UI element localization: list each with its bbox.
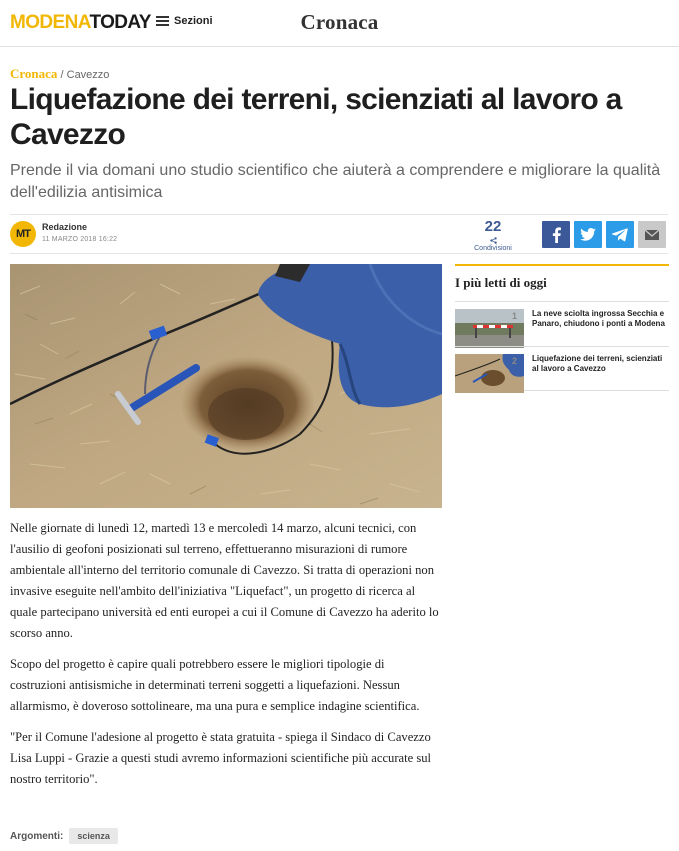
most-read-item-title[interactable]: La neve sciolta ingrossa Secchia e Panaro, chiudono i ponti a Modena	[532, 309, 665, 328]
site-logo[interactable]: MODENATODAY	[10, 12, 151, 33]
facebook-icon	[552, 227, 561, 243]
article-tags	[10, 828, 118, 844]
most-read-rank: 2	[512, 356, 518, 366]
telegram-icon	[612, 228, 628, 242]
most-read-item[interactable]	[455, 301, 669, 346]
most-read-item-title[interactable]: Liquefazione dei terreni, scienziati al lavoro a Cavezzo	[532, 354, 663, 373]
article-body	[10, 518, 442, 800]
author-avatar: MT	[10, 221, 36, 247]
share-label: Condivisioni	[474, 245, 512, 252]
twitter-share-button[interactable]	[574, 221, 602, 248]
article-title: Liquefazione dei terreni, scienziati al lavoro a Cavezzo	[10, 83, 622, 151]
twitter-icon	[580, 228, 596, 241]
share-count: 22	[484, 218, 502, 235]
paragraph-2: Scopo del progetto è capire quali potrebbero essere le migliori tipologie di costruzioni antisismiche in determinati terreni soggetti a liquefazioni. Nessun allarmismo, è doveroso sottolineare, ma una pura e semplice indagine scientifica.	[10, 657, 420, 713]
article-meta	[10, 214, 668, 254]
email-share-button[interactable]	[638, 221, 666, 248]
telegram-share-button[interactable]	[606, 221, 634, 248]
article-subtitle: Prende il via domani uno studio scientifico che aiuterà a comprendere e migliorare la qualità dell'edilizia antisimica	[10, 162, 661, 201]
top-bar	[0, 0, 679, 47]
sections-menu-label: Sezioni	[174, 15, 213, 27]
share-counter	[470, 218, 516, 252]
mail-icon	[645, 230, 659, 240]
facebook-share-button[interactable]	[542, 221, 570, 248]
most-read-rank: 1	[512, 311, 518, 321]
breadcrumb-separator: /	[60, 69, 64, 81]
tags-label: Argomenti:	[10, 830, 64, 842]
breadcrumb-category[interactable]: Cronaca	[10, 66, 58, 81]
most-read-title: I più letti di oggi	[455, 275, 547, 290]
paragraph-3: "Per il Comune l'adesione al progetto è stata gratuita - spiega il Sindaco di Cavezzo Lisa Luppi - Grazie a questi studi avremo informazioni scientifiche più accurate sul nostro territorio".	[10, 730, 432, 786]
tag-scienza[interactable]: scienza	[69, 828, 118, 844]
most-read-sidebar	[455, 264, 669, 391]
author-name[interactable]: Redazione	[42, 222, 88, 232]
most-read-item[interactable]	[455, 346, 669, 391]
share-icon	[490, 237, 497, 244]
publish-date: 11 MARZO 2018 16:22	[42, 236, 118, 243]
article-photo	[10, 264, 442, 508]
paragraph-1: Nelle giornate di lunedì 12, martedì 13 e mercoledì 14 marzo, alcuni tecnici, con l'ausilio di geofoni posizionati sul terreno, effettueranno misurazioni di rumore ambientale all'interno del territorio comunale di Cavezzo. Si tratta di operazioni non invasive eseguite nell'ambito dell'iniziativa "Liquefact", un progetto di ricerca al quale partecipano università ed enti europei a cui il Comune di Cavezzo ha aderito lo scorso anno.	[10, 521, 439, 640]
breadcrumb-location[interactable]: Cavezzo	[66, 69, 110, 81]
section-title: Cronaca	[300, 10, 379, 34]
breadcrumb	[10, 66, 109, 82]
share-buttons	[542, 221, 666, 248]
